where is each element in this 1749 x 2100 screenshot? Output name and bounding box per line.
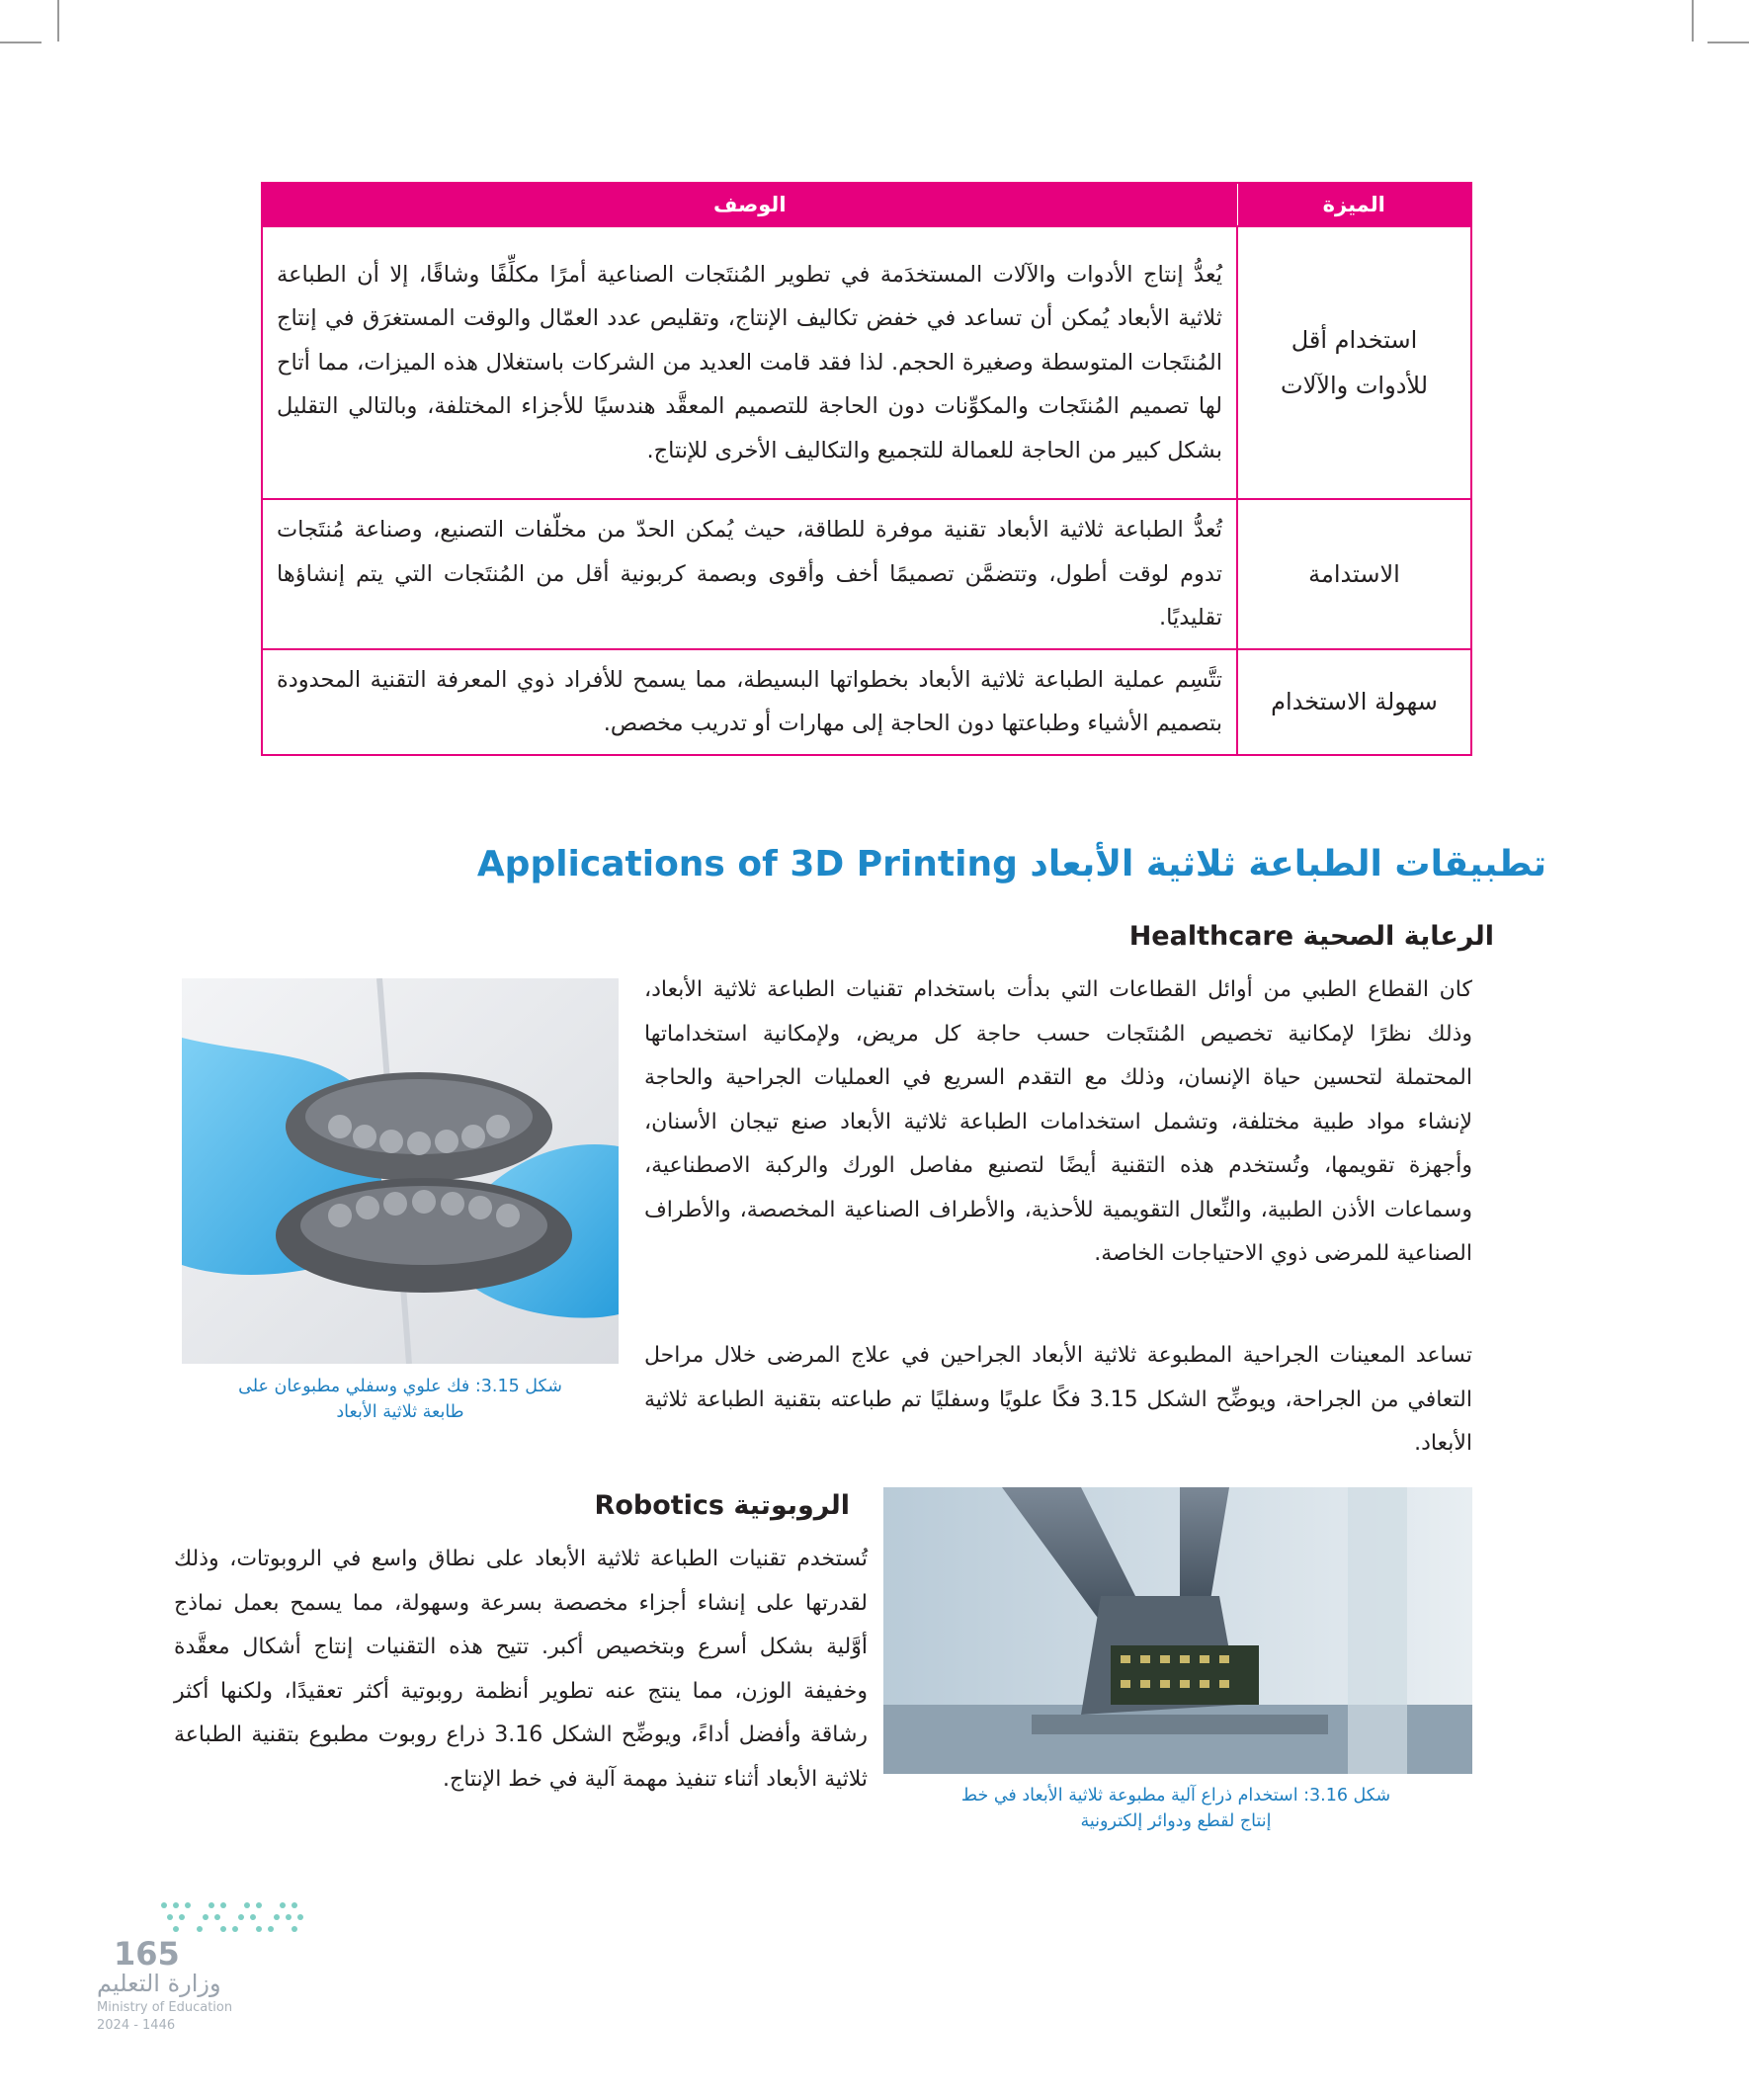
ministry-name-english: Ministry of Education <box>97 2000 233 2015</box>
robotics-paragraph: تُستخدم تقنيات الطباعة ثلاثية الأبعاد على نطاق واسع في الروبوتات، وذلك لقدرتها على إنشاء أجزاء مخصصة بسرعة وسهولة، مما يسمح بعمل نماذج أوَّلية بشكل أسرع وبتخصيص أكبر. تتيح هذه التقنيات إنتاج أشكال معقَّدة وخفيفة الوزن، مما ينتج عنه تطوير أنظمة روبوتية أكثر تعقيدًا، ولكنها أكثر رشاقة وأفضل أداءً، ويوضِّح الشكل 3.16 ذراع روبوت مطبوع بتقنية الطباعة ثلاثية الأبعاد أثناء تنفيذ مهمة آلية في خط الإنتاج. <box>174 1547 869 1792</box>
features-table <box>261 182 1472 756</box>
description-cell: يُعدُّ إنتاج الأدوات والآلات المستخدَمة في تطوير المُنتَجات الصناعية أمرًا مكلِّفًا وشاقًا، إلا أن الطباعة ثلاثية الأبعاد يُمكن أن تساعد في خفض تكاليف الإنتاج، وتقليص عدد العمّال والوقت المستغرَق في إنتاج المُنتَجات المتوسطة وصغيرة الحجم. لذا فقد قامت العديد من الشركات باستغلال هذه الميزات، مما أتاح لها تصميم المُنتَجات والمكوِّنات دون الحاجة للتصميم المعقَّد هندسيًا للأجزاء المختلفة، وبالتالي التقليل بشكل كبير من الحاجة للعمالة للتجميع والتكاليف الأخرى للإنتاج. <box>262 226 1237 499</box>
healthcare-paragraph: تساعد المعينات الجراحية المطبوعة ثلاثية الأبعاد الجراحين في علاج المرضى خلال مراحل التعافي من الجراحة، ويوضِّح الشكل 3.15 فكًا علويًا وسفليًا تم طباعته بتقنية الطباعة ثلاثية الأبعاد. <box>644 1343 1472 1456</box>
table-row <box>262 499 1471 649</box>
description-cell: تتَّسِم عملية الطباعة ثلاثية الأبعاد بخطواتها البسيطة، مما يسمح للأفراد ذوي المعرفة التقنية المحدودة بتصميم الأشياء وطباعتها دون الحاجة إلى مهارات أو تدريب مخصص. <box>262 649 1237 755</box>
crop-mark <box>0 42 42 43</box>
crop-mark <box>1692 0 1694 42</box>
feature-cell: استخدام أقل للأدوات والآلات <box>1237 226 1471 499</box>
page-number: 165 <box>114 1935 180 1973</box>
figure-3-16-caption: شكل 3.16: استخدام ذراع آلية مطبوعة ثلاثية الأبعاد في خط إنتاج لقطع ودوائر إلكترونية <box>960 1786 1391 1831</box>
figure-3-15-caption: شكل 3.15: فك علوي وسفلي مطبوعان على طابعة ثلاثية الأبعاد <box>238 1377 562 1422</box>
ministry-year: 2024 - 1446 <box>97 2018 176 2033</box>
table-row <box>262 649 1471 755</box>
description-cell: تُعدُّ الطباعة ثلاثية الأبعاد تقنية موفرة للطاقة، حيث يُمكن الحدّ من مخلّفات التصنيع، وصناعة مُنتَجات تدوم لوقت أطول، وتتضمَّن تصميمًا أخف وأقوى وبصمة كربونية أقل من المُنتَجات التي يتم إنشاؤها تقليديًا. <box>262 499 1237 649</box>
description-column-header: الوصف <box>262 183 1237 226</box>
section-title: تطبيقات الطباعة ثلاثية الأبعاد Applications of 3D Printing <box>476 844 1546 884</box>
dental-model-photo <box>182 978 619 1364</box>
robotics-heading: الروبوتية Robotics <box>594 1490 850 1521</box>
crop-mark <box>1707 42 1749 43</box>
ministry-logo <box>156 1895 314 1943</box>
feature-cell: سهولة الاستخدام <box>1237 649 1471 755</box>
table-row <box>262 226 1471 499</box>
crop-mark <box>57 0 59 42</box>
robotic-arm-photo <box>883 1487 1472 1774</box>
feature-cell: الاستدامة <box>1237 499 1471 649</box>
feature-column-header: الميزة <box>1237 183 1471 226</box>
healthcare-heading: الرعاية الصحية Healthcare <box>1128 921 1494 952</box>
table-header-row <box>262 183 1471 226</box>
ministry-name-arabic: وزارة التعليم <box>97 1970 221 1997</box>
healthcare-paragraph: كان القطاع الطبي من أوائل القطاعات التي بدأت باستخدام تقنيات الطباعة ثلاثية الأبعاد، وذلك نظرًا لإمكانية تخصيص المُنتَجات حسب حاجة كل مريض، ولإمكانية استخداماتها المحتملة لتحسين حياة الإنسان، وذلك مع التقدم السريع في العمليات الجراحية والحاجة لإنشاء مواد طبية مختلفة، وتشمل استخدامات الطباعة ثلاثية الأبعاد صنع تيجان الأسنان، وأجهزة تقويمها، وتُستخدم هذه التقنية أيضًا لتصنيع مفاصل الورك والركبة الاصطناعية، وسماعات الأذن الطبية، والنِّعال التقويمية للأحذية، والأطراف الصناعية المخصصة، والأطراف الصناعية للمرضى ذوي الاحتياجات الخاصة. <box>644 977 1472 1266</box>
